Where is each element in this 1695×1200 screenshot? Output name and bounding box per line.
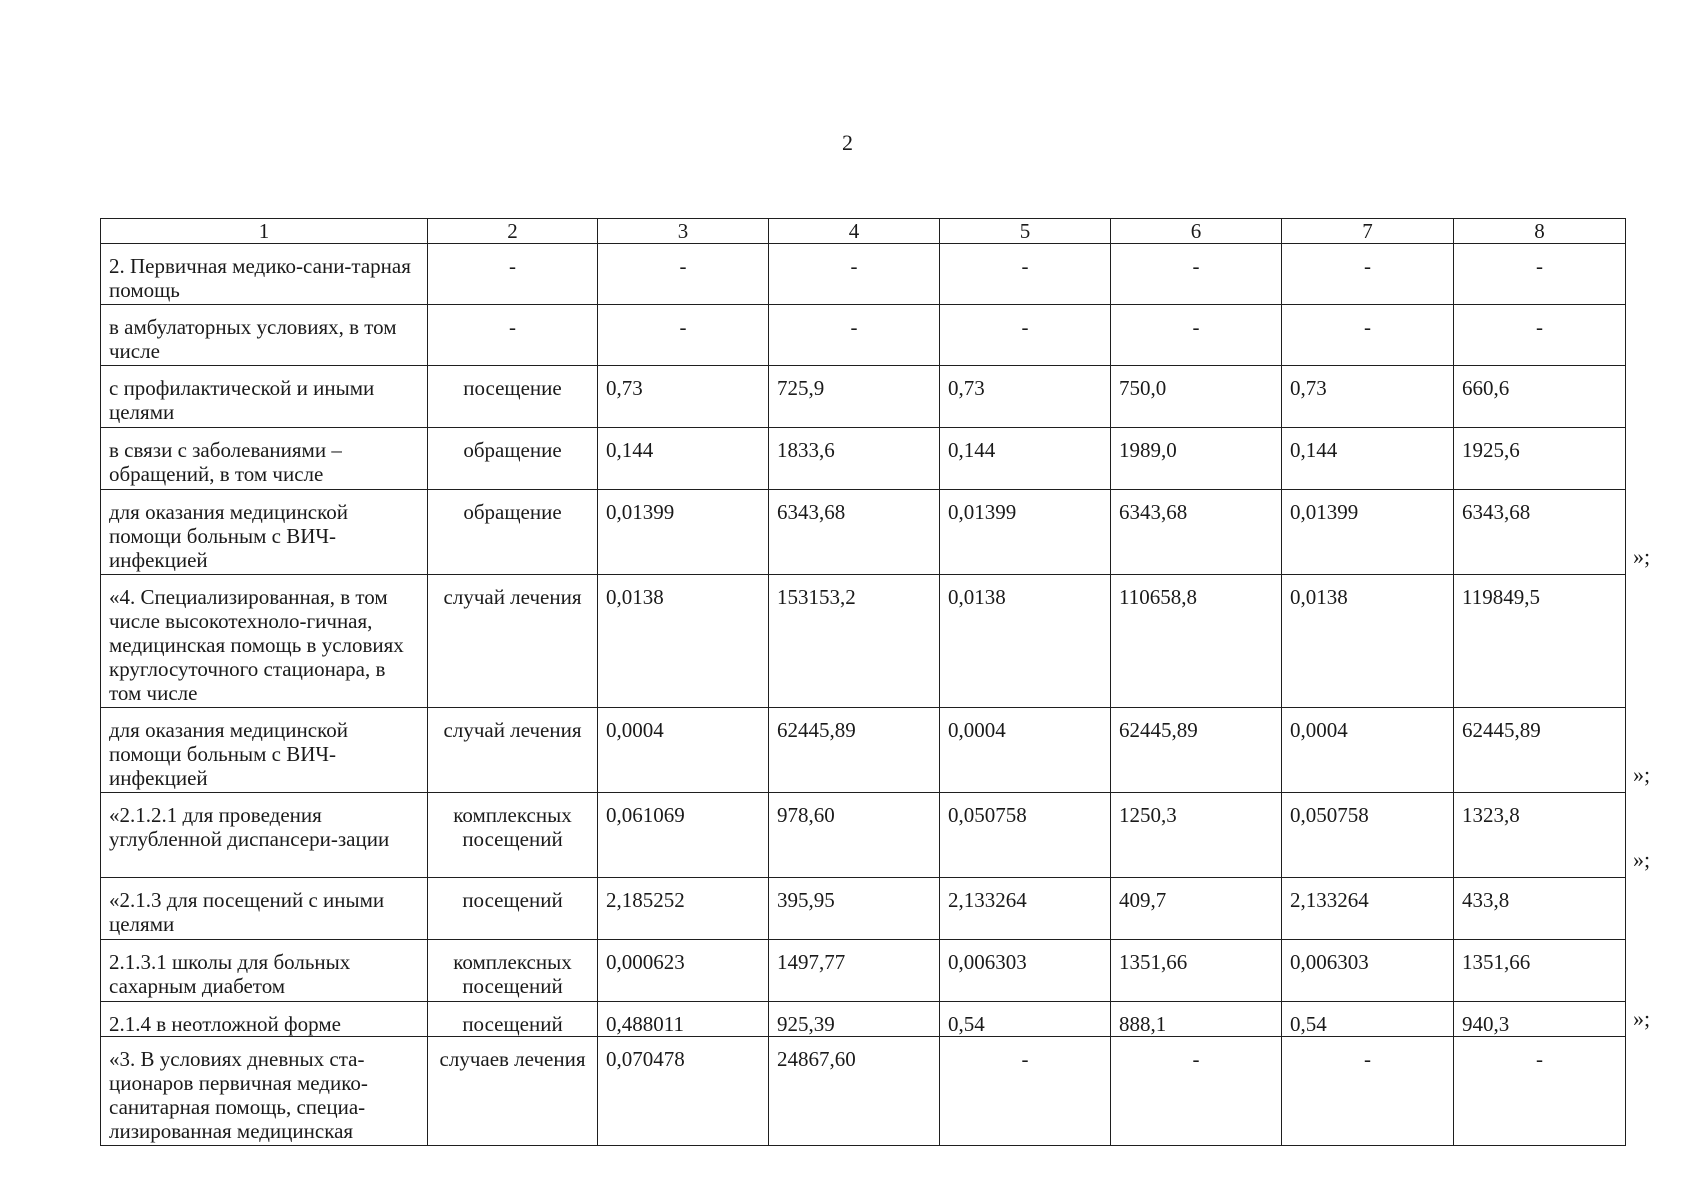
row-value: 1250,3: [1111, 793, 1282, 878]
table-row: [101, 366, 1626, 428]
row-value: -: [598, 305, 769, 366]
row-value: 0,144: [598, 428, 769, 490]
row-value: 0,73: [598, 366, 769, 428]
table-row: [101, 940, 1626, 1002]
row-value: -: [940, 305, 1111, 366]
row-unit: комплексных посещений: [428, 940, 598, 1002]
row-value: 0,0138: [1282, 575, 1454, 708]
row-value: 660,6: [1454, 366, 1626, 428]
row-value: 2,133264: [1282, 878, 1454, 940]
closing-quote: »;: [1633, 544, 1651, 569]
row-value: 0,144: [940, 428, 1111, 490]
row-indicator: 2.1.3.1 школы для больных сахарным диабетом: [101, 940, 428, 1002]
row-value: -: [940, 1037, 1111, 1146]
row-value: 0,54: [940, 1002, 1111, 1037]
row-value: 0,0004: [598, 708, 769, 793]
row-value: 750,0: [1111, 366, 1282, 428]
row-value: 0,0004: [1282, 708, 1454, 793]
row-value: -: [1282, 244, 1454, 305]
table-row: [101, 1002, 1626, 1037]
row-indicator: «3. В условиях дневных ста-ционаров первичная медико-санитарная помощь, специа-лизированная медицинская: [101, 1037, 428, 1146]
row-value: 0,0138: [940, 575, 1111, 708]
row-value: -: [1111, 1037, 1282, 1146]
row-value: 119849,5: [1454, 575, 1626, 708]
row-value: 1497,77: [769, 940, 940, 1002]
row-unit: посещений: [428, 1002, 598, 1037]
row-value: 0,73: [1282, 366, 1454, 428]
row-value: 1989,0: [1111, 428, 1282, 490]
table-row: [101, 793, 1626, 878]
row-unit: комплексных посещений: [428, 793, 598, 878]
row-indicator: с профилактической и иными целями: [101, 366, 428, 428]
row-value: -: [769, 244, 940, 305]
column-number: 8: [1454, 219, 1626, 244]
row-value: 0,050758: [1282, 793, 1454, 878]
row-value: 888,1: [1111, 1002, 1282, 1037]
row-value: -: [1454, 305, 1626, 366]
table-row: [101, 305, 1626, 366]
row-value: 6343,68: [1111, 490, 1282, 575]
row-indicator: для оказания медицинской помощи больным с ВИЧ-инфекцией: [101, 490, 428, 575]
row-unit: -: [428, 244, 598, 305]
table-row: [101, 878, 1626, 940]
row-value: 925,39: [769, 1002, 940, 1037]
row-value: 0,488011: [598, 1002, 769, 1037]
row-value: 0,73: [940, 366, 1111, 428]
row-value: 1323,8: [1454, 793, 1626, 878]
closing-quote: »;: [1633, 847, 1651, 872]
table-row: [101, 428, 1626, 490]
row-value: 725,9: [769, 366, 940, 428]
row-indicator: «2.1.3 для посещений с иными целями: [101, 878, 428, 940]
row-value: 0,000623: [598, 940, 769, 1002]
row-value: 0,006303: [1282, 940, 1454, 1002]
row-indicator: 2.1.4 в неотложной форме: [101, 1002, 428, 1037]
row-value: 24867,60: [769, 1037, 940, 1146]
row-value: 0,006303: [940, 940, 1111, 1002]
page-number: 2: [842, 130, 853, 155]
row-value: 0,54: [1282, 1002, 1454, 1037]
column-number: 6: [1111, 219, 1282, 244]
row-value: -: [1282, 305, 1454, 366]
closing-quote: »;: [1633, 762, 1651, 787]
row-value: 153153,2: [769, 575, 940, 708]
row-value: 0,061069: [598, 793, 769, 878]
row-value: 2,133264: [940, 878, 1111, 940]
table-row: [101, 708, 1626, 793]
row-indicator: для оказания медицинской помощи больным с ВИЧ-инфекцией: [101, 708, 428, 793]
row-value: 6343,68: [1454, 490, 1626, 575]
row-value: 0,01399: [1282, 490, 1454, 575]
row-value: 62445,89: [1454, 708, 1626, 793]
row-unit: посещений: [428, 878, 598, 940]
row-value: -: [598, 244, 769, 305]
row-value: 978,60: [769, 793, 940, 878]
row-value: 409,7: [1111, 878, 1282, 940]
column-number: 4: [769, 219, 940, 244]
row-value: 62445,89: [1111, 708, 1282, 793]
row-value: 0,050758: [940, 793, 1111, 878]
row-value: 2,185252: [598, 878, 769, 940]
row-value: 0,0004: [940, 708, 1111, 793]
table-row: [101, 1037, 1626, 1146]
row-value: 0,070478: [598, 1037, 769, 1146]
row-unit: обращение: [428, 490, 598, 575]
row-value: 0,144: [1282, 428, 1454, 490]
row-value: -: [1454, 244, 1626, 305]
closing-quote: »;: [1633, 1006, 1651, 1031]
row-value: 0,01399: [598, 490, 769, 575]
row-value: 110658,8: [1111, 575, 1282, 708]
column-number-row: [101, 219, 1626, 244]
column-number: 3: [598, 219, 769, 244]
row-value: -: [940, 244, 1111, 305]
row-unit: обращение: [428, 428, 598, 490]
financing-standards-table: [100, 218, 1626, 1146]
row-value: 1925,6: [1454, 428, 1626, 490]
column-number: 5: [940, 219, 1111, 244]
table-row: [101, 575, 1626, 708]
column-number: 2: [428, 219, 598, 244]
row-unit: -: [428, 305, 598, 366]
row-value: -: [1111, 244, 1282, 305]
row-indicator: «2.1.2.1 для проведения углубленной диспансери-зации: [101, 793, 428, 878]
table-row: [101, 490, 1626, 575]
row-value: 1351,66: [1454, 940, 1626, 1002]
row-value: 940,3: [1454, 1002, 1626, 1037]
row-indicator: «4. Специализированная, в том числе высокотехноло-гичная, медицинская помощь в условиях круглосуточного стационара, в том числе: [101, 575, 428, 708]
column-number: 1: [101, 219, 428, 244]
row-value: -: [1454, 1037, 1626, 1146]
row-unit: случай лечения: [428, 575, 598, 708]
row-indicator: 2. Первичная медико-сани-тарная помощь: [101, 244, 428, 305]
table-row: [101, 244, 1626, 305]
row-unit: посещение: [428, 366, 598, 428]
row-value: -: [1282, 1037, 1454, 1146]
row-value: -: [769, 305, 940, 366]
column-number: 7: [1282, 219, 1454, 244]
row-unit: случаев лечения: [428, 1037, 598, 1146]
row-value: 6343,68: [769, 490, 940, 575]
row-unit: случай лечения: [428, 708, 598, 793]
row-value: -: [1111, 305, 1282, 366]
row-value: 0,01399: [940, 490, 1111, 575]
row-value: 1351,66: [1111, 940, 1282, 1002]
row-value: 62445,89: [769, 708, 940, 793]
row-value: 433,8: [1454, 878, 1626, 940]
row-value: 395,95: [769, 878, 940, 940]
row-indicator: в связи с заболеваниями – обращений, в том числе: [101, 428, 428, 490]
row-indicator: в амбулаторных условиях, в том числе: [101, 305, 428, 366]
row-value: 0,0138: [598, 575, 769, 708]
row-value: 1833,6: [769, 428, 940, 490]
table-body: [101, 244, 1626, 1146]
